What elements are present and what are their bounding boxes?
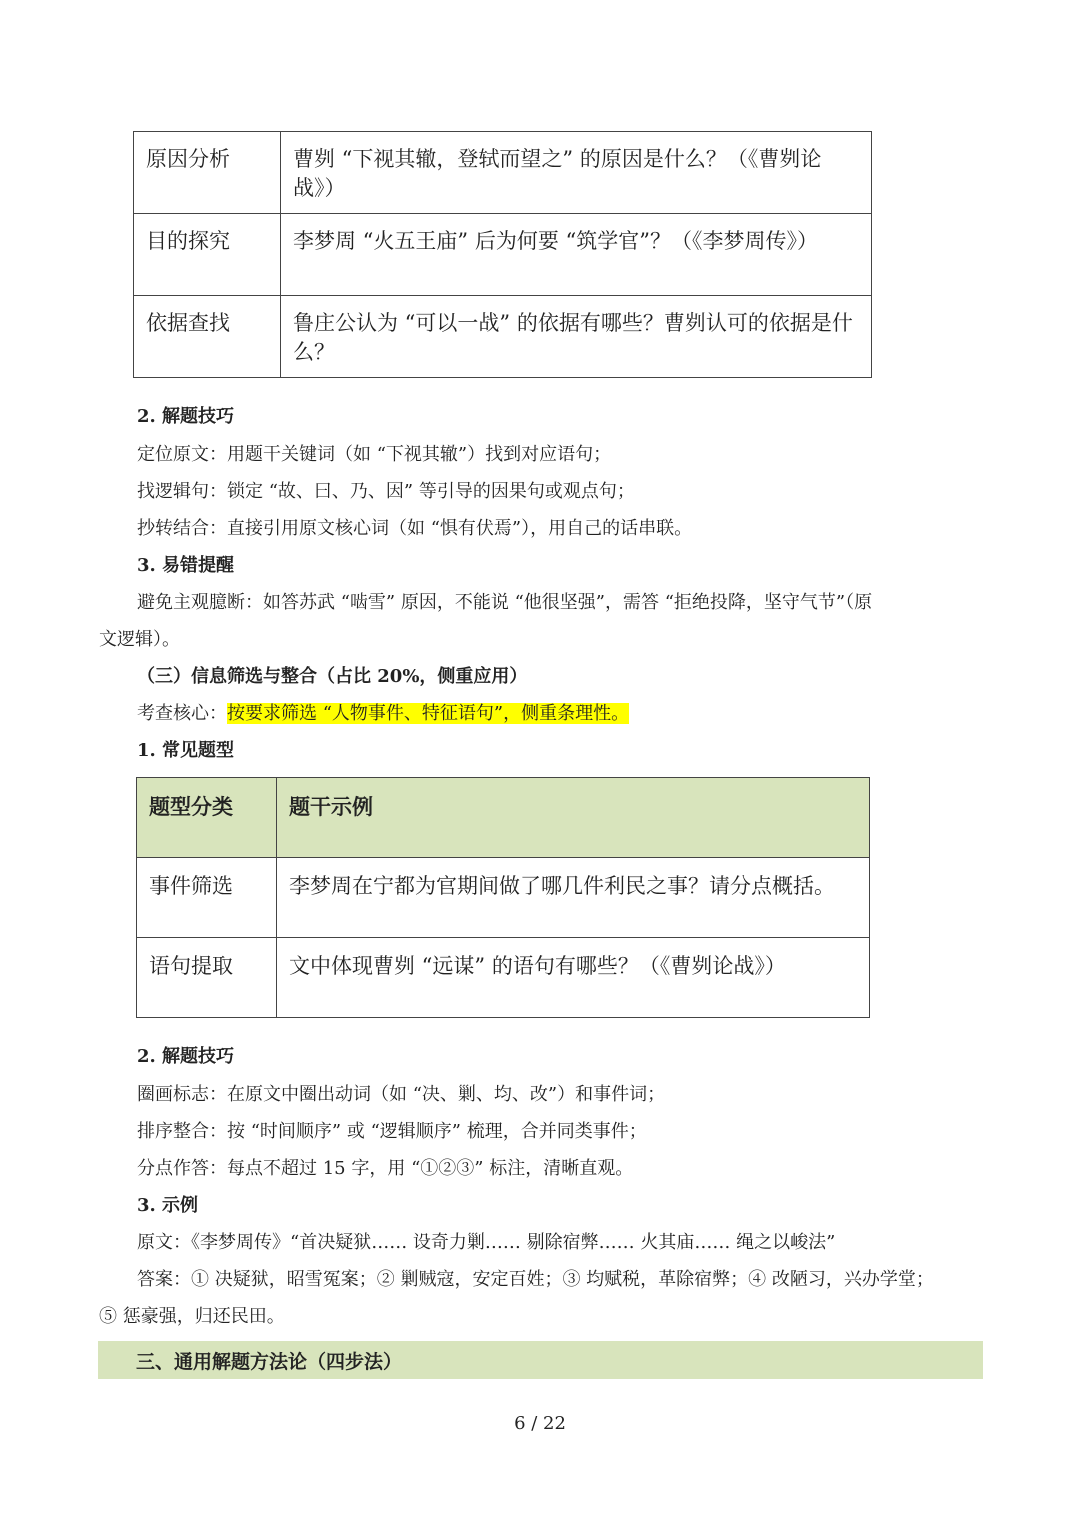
mistake-heading: 3. 易错提醒 — [137, 555, 235, 576]
table-row — [137, 938, 870, 1018]
table-header-row — [137, 778, 870, 858]
tip-line: 找逻辑句：锁定 “故、曰、乃、因” 等引导的因果句或观点句； — [137, 481, 635, 502]
core-label: 考查核心： — [137, 703, 227, 724]
example-cell: 李梦周 “火五王庙” 后为何要 “筑学官”？（《李梦周传》） — [281, 214, 872, 296]
tip-line: 定位原文：用题干关键词（如 “下视其辙”）找到对应语句； — [137, 444, 612, 465]
table-row — [134, 214, 872, 296]
tips-heading: 2. 解题技巧 — [137, 406, 235, 427]
type-cell: 目的探究 — [134, 214, 281, 296]
type-cell: 依据查找 — [134, 296, 281, 378]
example-cell: 文中体现曹刿 “远谋” 的语句有哪些？（《曹刿论战》） — [277, 938, 870, 1018]
table-row — [137, 858, 870, 938]
tip-line: 分点作答：每点不超过 15 字，用 “①②③” 标注，清晰直观。 — [137, 1158, 634, 1179]
answer-text-cont: ⑤ 惩豪强，归还民田。 — [99, 1306, 285, 1327]
tips-heading: 2. 解题技巧 — [137, 1046, 235, 1067]
question-type-table-1 — [133, 131, 872, 378]
table-row — [134, 132, 872, 214]
header-cell-example: 题干示例 — [277, 778, 870, 858]
answer-text: 答案：① 决疑狱，昭雪冤案；② 剿贼寇，安定百姓；③ 均赋税，革除宿弊；④ 改陋习，兴办学堂； — [137, 1269, 934, 1290]
mistake-text-cont: 文逻辑）。 — [99, 629, 180, 650]
example-cell: 曹刿 “下视其辙，登轼而望之” 的原因是什么？（《曹刿论战》） — [281, 132, 872, 214]
type-cell: 语句提取 — [137, 938, 277, 1018]
tip-line: 排序整合：按 “时间顺序” 或 “逻辑顺序” 梳理，合并同类事件； — [137, 1121, 647, 1142]
type-cell: 原因分析 — [134, 132, 281, 214]
tip-line: 圈画标志：在原文中圈出动词（如 “决、剿、均、改”）和事件词； — [137, 1084, 666, 1105]
header-cell-type: 题型分类 — [137, 778, 277, 858]
example-heading: 3. 示例 — [137, 1195, 199, 1216]
page-number: 6 / 22 — [514, 1413, 566, 1434]
core-line — [137, 701, 629, 727]
type-cell: 事件筛选 — [137, 858, 277, 938]
section-title: （三）信息筛选与整合（占比 20%，侧重应用） — [137, 666, 528, 687]
section-heading-band — [98, 1341, 983, 1379]
example-cell: 李梦周在宁都为官期间做了哪几件利民之事？请分点概括。 — [277, 858, 870, 938]
example-cell: 鲁庄公认为 “可以一战” 的依据有哪些？曹刿认可的依据是什么？ — [281, 296, 872, 378]
section-heading: 三、通用解题方法论（四步法） — [136, 1351, 403, 1373]
types-heading: 1. 常见题型 — [137, 740, 235, 761]
mistake-text: 避免主观臆断：如答苏武 “啮雪” 原因，不能说 “他很坚强”，需答 “拒绝投降，坚守气节”（原 — [137, 592, 873, 613]
source-text: 原文：《李梦周传》“首决疑狱…… 设奇力剿…… 剔除宿弊…… 火其庙…… 绳之以峻法” — [137, 1232, 836, 1253]
tip-line: 抄转结合：直接引用原文核心词（如 “惧有伏焉”），用自己的话串联。 — [137, 518, 693, 539]
question-type-table-2 — [136, 777, 870, 1018]
table-row — [134, 296, 872, 378]
core-highlight: 按要求筛选 “人物事件、特征语句”，侧重条理性。 — [227, 703, 630, 724]
